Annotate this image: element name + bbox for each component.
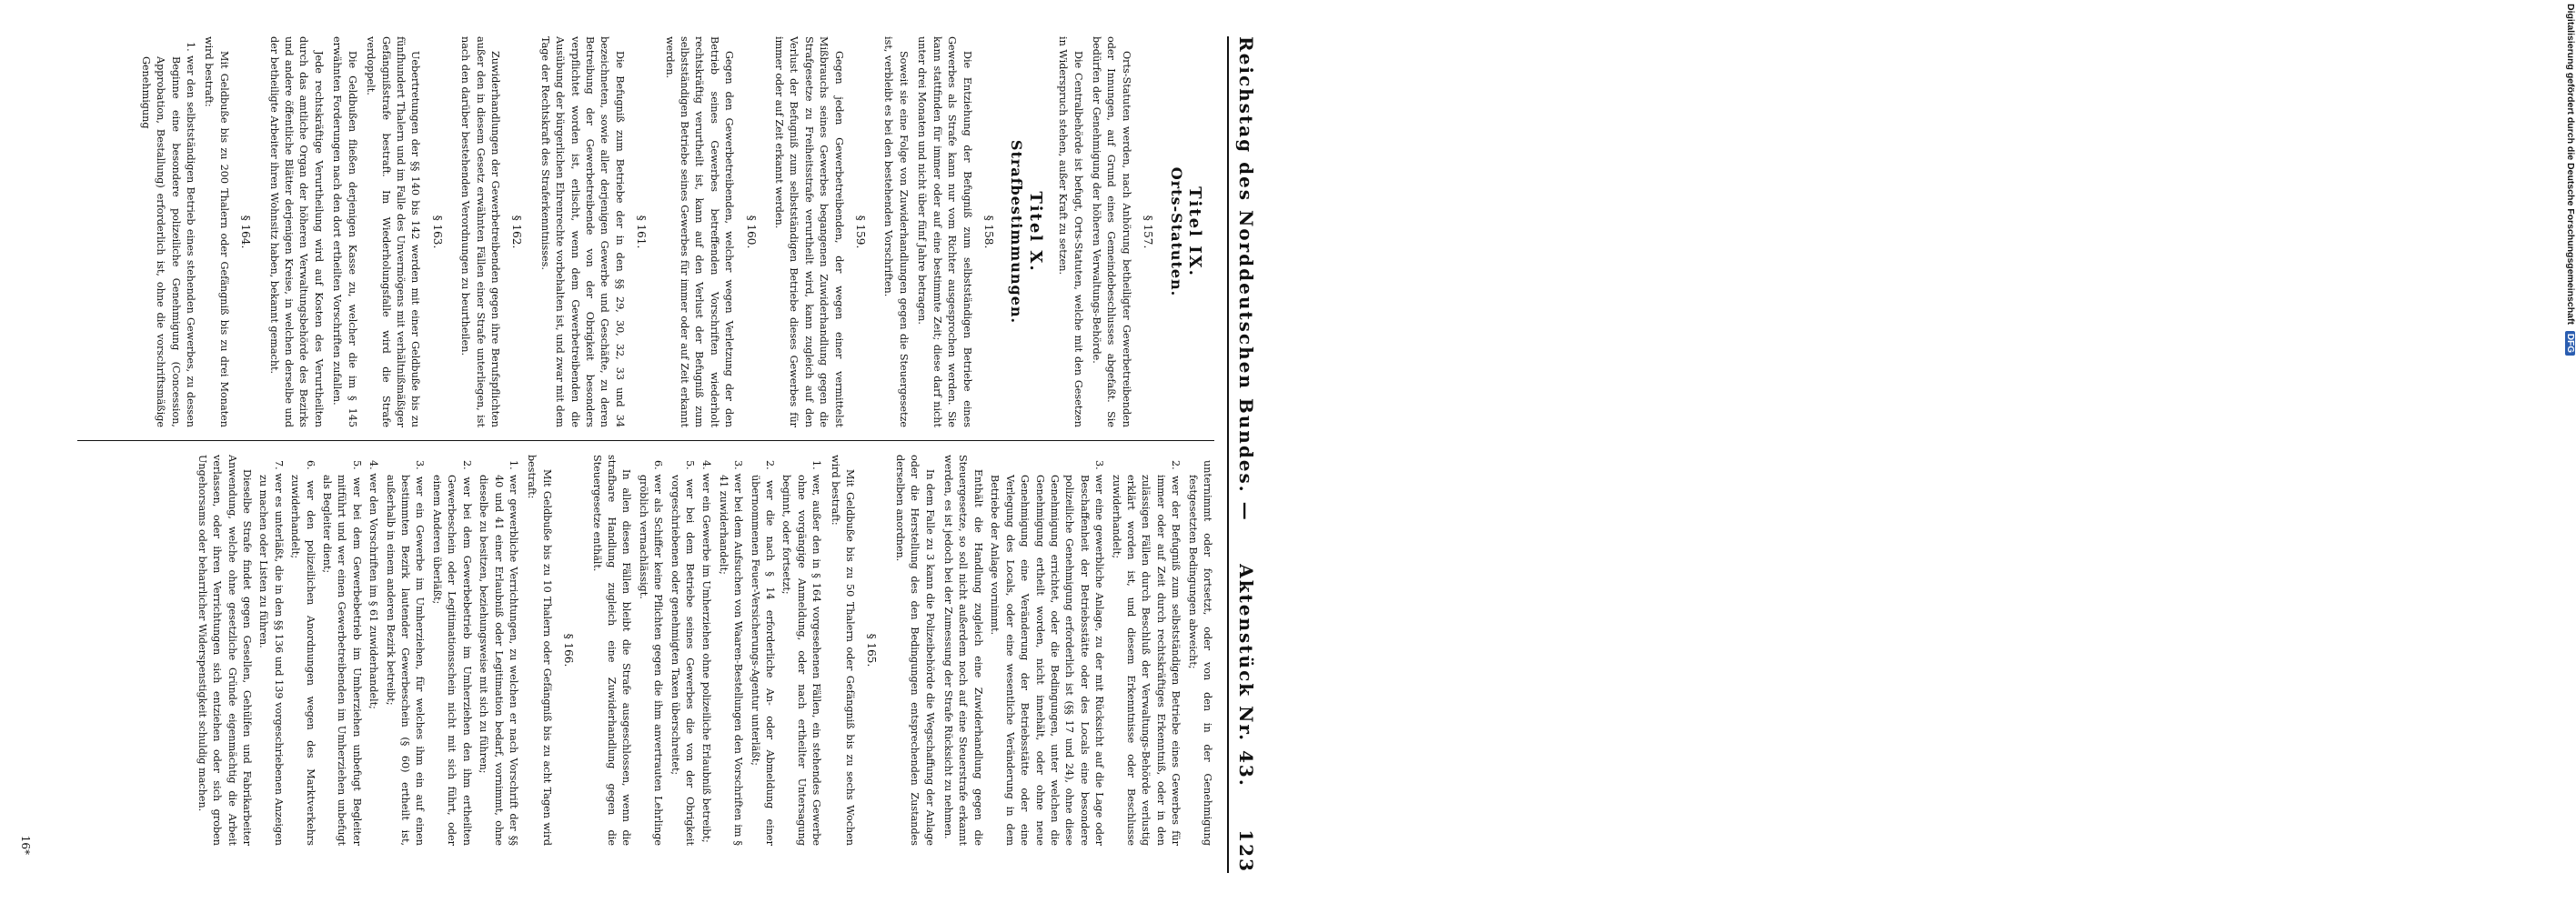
section-165-item: 3. wer bei dem Aufsuchen von Waaren-Bestellungen den Vorschriften im § 41 zuwiderhandelt; <box>717 460 745 846</box>
section-161-paragraph: Die Befugniß zum Betriebe der in den §§ 29, 30, 32, 33 und 34 bezeichneten, sowie aller derjenigen Gewerbe und Geschäfte, zu deren Betreibung der Gewerbetreibende von der Obrigkeit besonders verpflichtet worden ist, erlischt, wenn dem Gewerbetreibenden die Ausübung der bürgerlichen Ehrenrechte vorbehalten ist, und zwar mit dem Tage der Rechtskraft des Straferkenntnisses. <box>538 36 626 427</box>
section-165-item: 5. wer bei dem Betriebe seines Gewerbes die von der Obrigkeit vorgeschriebenen oder genehmigten Taxen überschreitet; <box>669 460 696 846</box>
section-164-paragraph: Enthält die Handlung zugleich eine Zuwiderhandlung gegen die Steuergesetze, so soll nicht außerdem noch auf eine Steuerstrafe erkannt werden, es ist jedoch bei der Zumessung der Strafe Rücksicht zu nehmen. <box>942 455 984 846</box>
section-162-paragraph: Zuwiderhandlungen der Gewerbetreibenden gegen ihre Berufspflichten außer den in diesem Gesetz erwähnten Fällen einer Strafe unterliegen, ist nach den darüber bestehenden Verordnungen zu beurtheilen. <box>459 36 501 427</box>
dfg-banner-text: Digitalisierung gefördert durch die Deutsche Forschungsgemeinschaft <box>2565 4 2576 325</box>
section-166-paragraph: Dieselbe Strafe findet gegen Gesellen, Gehülfen und Fabrikarbeiter Anwendung, welche ohne gesetzliche Gründe eigenmächtig die Arbeit verlassen, oder ihren Verrichtungen sich entziehen oder sich groben Ungehorsams oder beharrlicher Widerspenstigkeit schuldig machen. <box>196 455 254 846</box>
section-166-item: 2. wer bei dem Gewerbebetrieb im Umherziehen den ihm ertheilten Gewerbeschein oder Legitimationsschein nicht mit sich führt, oder einem Anderen überläßt; <box>430 460 473 846</box>
section-165-intro: Mit Geldbuße bis zu 50 Thalern oder Gefängniß bis zu sechs Wochen wird bestraft: <box>829 455 857 846</box>
section-165-item: 6. wer als Schiffer keine Pflichten gegen die ihm anvertrauten Lehrlinge gröblich vernachlässigt. <box>637 460 665 846</box>
section-166-item: 5. wer bei dem Gewerbebetrieb im Umherziehen unbefugt Begleiter mitführt und wer einen Gewerbetreibenden im Umherziehen unbefugt als Begleiter dient; <box>321 460 363 846</box>
dfg-logo: DFG <box>2565 331 2575 356</box>
title-ix: Titel IX. <box>1185 186 1204 277</box>
section-164-item: 1. wer den selbstständigen Betrieb eines stehenden Gewerbes, zu dessen Beginne eine besondere polizeiliche Genehmigung (Concession, Approbation, Bestallung) erforderlich ist, ohne die vorschriftsmäßige Genehmigung <box>139 42 197 427</box>
section-157-paragraph-2: Die Centralbehörde ist befugt, Orts-Statuten, welche mit den Gesetzen in Widerspruch stehen, außer Kraft zu setzen. <box>1057 36 1084 427</box>
page-header <box>1231 36 1262 873</box>
page-number: 123 <box>1235 829 1257 873</box>
header-left: Reichstag des Norddeutschen Bundes. — <box>1235 36 1257 522</box>
section-165-item: 1. wer, außer den in § 164 vorgesehenen Fällen, ein stehendes Gewerbe ohne vorgängige Anmeldung, oder nach ertheilter Untersagung beginnt, oder fortsetzt; <box>780 460 823 846</box>
column-divider <box>77 440 1214 441</box>
section-165-paragraph: In allen diesen Fällen bleibt die Strafe ausgeschlossen, wenn die strafbare Handlung zugleich eine Zuwiderhandlung gegen die Steuergesetze enthält. <box>590 455 633 846</box>
section-159-head: § 159. <box>854 215 868 249</box>
dfg-banner-text-wrap <box>2565 4 2576 913</box>
section-158-head: § 158. <box>981 215 995 249</box>
dfg-side-banner <box>1273 0 2576 909</box>
section-166-head: § 166. <box>562 633 576 667</box>
section-163-paragraph-3: Jede rechtskräftige Verurtheilung wird auf Kosten des Verurtheilten durch das amtliche Organ der höheren Verwaltungsbehörde des Bezirks und andere öffentliche Blätter derjenigen Kreise, in welchen derselbe und der betheiligte Arbeiter ihren Wohnsitz haben, bekannt gemacht. <box>267 36 325 427</box>
continued-text: unternimmt oder fortsetzt, oder von den in der Genehmigung festgesetzten Bedingungen abweicht; <box>1186 460 1213 846</box>
section-160-head: § 160. <box>744 215 758 249</box>
section-164-item: 3. wer eine gewerbliche Anlage, zu der mit Rücksicht auf die Lage oder Beschaffenheit der Betriebsstätte oder des Locals eine besondere polizeiliche Genehmigung erforderlich ist (§§ 17 und 24), ohne diese Genehmigung errichtet, oder die Bedingungen, unter welchen die Genehmigung ertheilt worden, nicht innehält, oder ohne neue Genehmigung eine Veränderung der Betriebsstätte oder eine Verlegung des Locals, oder eine wesentliche Veränderung in dem Betriebe der Anlage vornimmt. <box>989 460 1106 846</box>
section-166-item: 3. wer ein Gewerbe im Umherziehen, für welches ihm ein auf einen bestimmten Bezirk lautender Gewerbeschein (§ 60) ertheilt ist, außerhalb in einem anderen Bezirk betreibt; <box>384 460 427 846</box>
section-166-intro: Mit Geldbuße bis zu 10 Thalern oder Gefängniß bis zu acht Tagen wird bestraft: <box>526 455 553 846</box>
subtitle-ix: Orts-Statuten. <box>1167 166 1185 297</box>
header-center: Aktenstück Nr. 43. <box>1235 564 1257 788</box>
title-x: Titel X. <box>1025 191 1045 273</box>
subtitle-x: Strafbestimmungen. <box>1008 139 1026 325</box>
section-161-head: § 161. <box>635 215 649 249</box>
section-164-intro: Mit Geldbuße bis zu 200 Thalern oder Gefängniß bis zu drei Monaten wird bestraft: <box>203 36 230 427</box>
section-166-item: 4. wer den Vorschriften im § 61 zuwiderhandelt; <box>367 460 380 709</box>
right-column <box>190 455 1214 846</box>
section-157-head: § 157. <box>1142 215 1155 249</box>
section-163-paragraph: Uebertretungen der §§ 140 bis 142 werden mit einer Geldbuße bis zu fünfhundert Thalern und im Falle des Unvermögens mit verhältnißmäßiger Gefängnißstrafe bestraft. Im Wiederholungsfalle wird die Strafe verdoppelt. <box>365 36 422 427</box>
section-164-paragraph-2: In dem Falle zu 3 kann die Polizeibehörde die Wegschaffung der Anlage oder die Herstellung des den Bedingungen entsprechenden Zustandes derselben anordnen. <box>893 455 936 846</box>
section-165-item: 4. wer ein Gewerbe im Umherziehen ohne polizeiliche Erlaubniß betreibt; <box>700 460 713 843</box>
section-163-head: § 163. <box>430 215 444 249</box>
section-158-paragraph: Die Entziehung der Befugniß zum selbstständigen Betriebe eines Gewerbes als Strafe kann nur vom Richter ausgesprochen werden. Sie kann stattfinden für immer oder auf eine bestimmte Zeit; diese darf nicht unter drei Monaten und nicht über fünf Jahre betragen. <box>916 36 973 427</box>
section-162-head: § 162. <box>510 215 524 249</box>
signature-mark: 16* <box>19 835 32 855</box>
scanned-page <box>14 0 1269 909</box>
header-rule <box>1227 36 1229 873</box>
section-164-head: § 164. <box>239 215 253 249</box>
section-165-head: § 165. <box>865 633 879 667</box>
section-158-paragraph-2: Soweit sie eine Folge von Zuwiderhandlungen gegen die Steuergesetze ist, verbleibt es bei den bestehenden Vorschriften. <box>882 36 910 427</box>
section-163-paragraph-2: Die Geldbußen fließen derjenigen Kasse zu, welcher die im § 145 erwähnten Forderungen nach den dort ertheilten Vorschriften zufallen. <box>331 36 358 427</box>
left-column <box>136 36 1214 427</box>
section-165-item: 2. wer die nach § 14 erforderliche An- oder Abmeldung einer übernommenen Feuer-Versicherungs-Agentur unterläßt; <box>749 460 777 846</box>
section-164-item: 2. wer der Befugniß zum selbstständigen Betriebe eines Gewerbes für immer oder auf Zeit durch rechtskräftiges Erkenntniß, oder in den zulässigen Fällen durch Beschluß der Verwaltungs-Behörde verlustig erklärt worden ist, und diesem Erkenntnisse oder Beschlusse zuwiderhandelt; <box>1110 460 1182 846</box>
section-166-item: 1. wer gewerbliche Verrichtungen, zu welchen er nach Vorschrift der §§ 40 und 41 einer Erlaubniß oder Legitimation bedarf, vornimmt, ohne dieselbe zu besitzen, beziehungsweise mit sich zu führen; <box>478 460 519 846</box>
section-159-paragraph: Gegen jeden Gewerbetreibenden, der wegen einer vermittelst Mißbrauchs seines Gewerbes begangenen Zuwiderhandlung gegen die Strafgesetze zu Freiheitsstrafe verurtheilt wird, kann zugleich auf den Verlust der Befugniß zum selbstständigen Betriebe dieses Gewerbes für immer oder auf Zeit erkannt werden. <box>773 36 845 427</box>
section-157-paragraph: Orts-Statuten werden, nach Anhörung betheiligter Gewerbetreibenden oder Innungen, auf Grund eines Gemeindebeschlusses abgefaßt. Sie bedürfen der Genehmigung der höheren Verwaltungs-Behörde. <box>1090 36 1132 427</box>
section-166-item: 6. wer den polizeilichen Anordnungen wegen des Marktverkehrs zuwiderhandelt; <box>289 460 317 846</box>
section-160-paragraph: Gegen den Gewerbetreibenden, welcher wegen Verletzung der den Betrieb seines Gewerbes betreffenden Vorschriften wiederholt rechtskräftig verurtheilt ist, kann auf den Verlust der Befugniß zum selbstständigen Betriebe seines Gewerbes für immer oder auf Zeit erkannt werden. <box>663 36 736 427</box>
section-166-item: 7. wer es unterläßt, die in den §§ 136 und 139 vorgeschriebenen Anzeigen zu machen oder Listen zu führen. <box>257 460 285 846</box>
